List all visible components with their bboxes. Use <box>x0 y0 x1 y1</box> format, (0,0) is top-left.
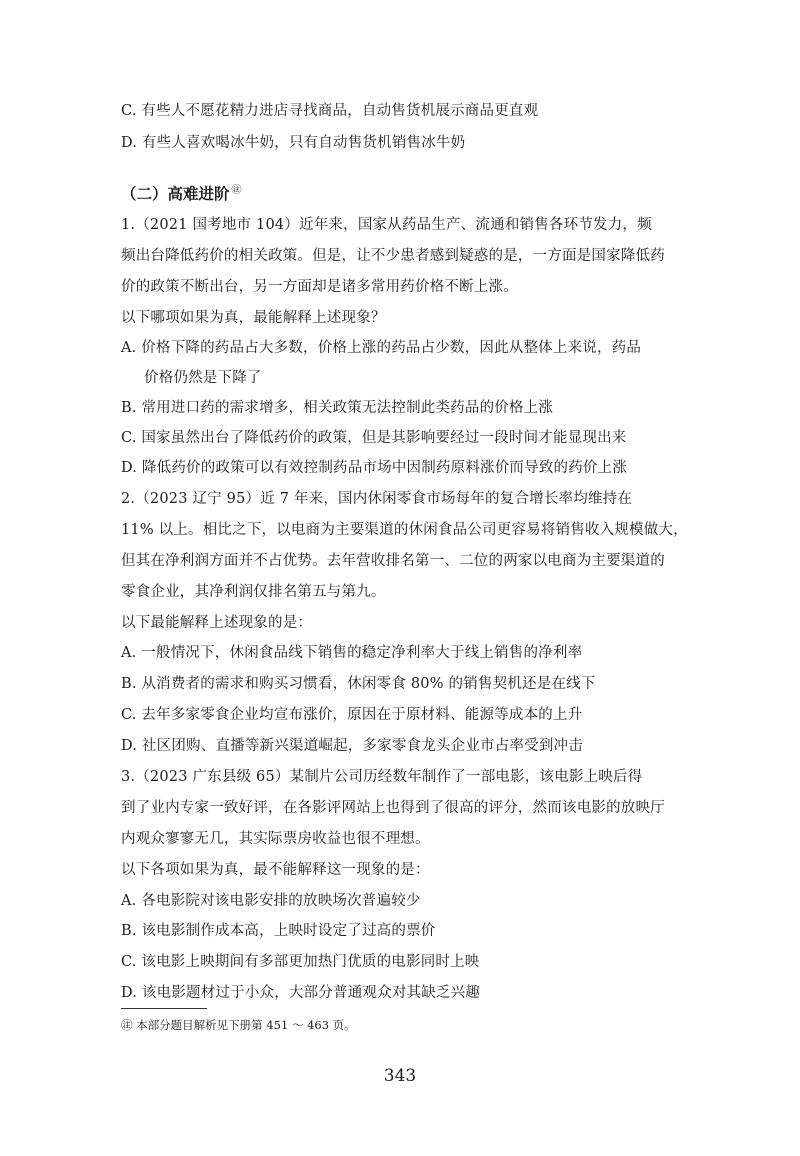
q2-stem-line: 但其在净利润方面并不占优势。去年营收排名第一、二位的两家以电商为主要渠道的 <box>121 553 665 569</box>
q1-stem-line: 价的政策不断出台，另一方面却是诸多常用药价格不断上涨。 <box>121 279 518 295</box>
page-number: 343 <box>383 1066 417 1086</box>
q1-prompt: 以下哪项如果为真，最能解释上述现象？ <box>121 310 386 326</box>
q3-prompt: 以下各项如果为真，最不能解释这一现象的是： <box>121 862 430 878</box>
q2-option-c: C. 去年多家零食企业均宣布涨价，原因在于原材料、能源等成本的上升 <box>121 707 583 723</box>
q1-option-d: D. 降低药价的政策可以有效控制药品市场中因制药原料涨价而导致的药价上涨 <box>121 460 628 476</box>
q3-option-b: B. 该电影制作成本高，上映时设定了过高的票价 <box>121 923 436 939</box>
q3-stem-line: 到了业内专家一致好评，在各影评网站上也得到了很高的评分，然而该电影的放映厅 <box>121 800 665 816</box>
option-c-prev: C. 有些人不愿花精力进店寻找商品，自动售货机展示商品更直观 <box>121 103 539 119</box>
q1-option-b: B. 常用进口药的需求增多，相关政策无法控制此类药品的价格上涨 <box>121 400 554 416</box>
q2-stem-line: 零食企业，其净利润仅排名第五与第九。 <box>121 584 386 600</box>
section-title-text: （二）高难进阶 <box>121 185 230 204</box>
q2-option-b: B. 从消费者的需求和购买习惯看，休闲零食 80% 的销售契机还是在线下 <box>121 676 596 692</box>
q2-stem-line: 11% 以上。相比之下，以电商为主要渠道的休闲食品公司更容易将销售收入规模做大， <box>121 522 688 538</box>
q3-stem-line: 3.（2023 广东县级 65）某制片公司历经数年制作了一部电影，该电影上映后得 <box>121 769 643 785</box>
q3-stem-line: 内观众寥寥无几，其实际票房收益也很不理想。 <box>121 831 430 847</box>
option-d-prev: D. 有些人喜欢喝冰牛奶，只有自动售货机销售冰牛奶 <box>121 135 466 151</box>
q1-option-a-cont: 价格仍然是下降了 <box>144 370 262 386</box>
q1-stem-line: 1.（2021 国考地市 104）近年来，国家从药品生产、流通和销售各环节发力，频 <box>121 217 652 233</box>
q1-option-c: C. 国家虽然出台了降低药价的政策，但是其影响要经过一段时间才能显现出来 <box>121 430 627 446</box>
q2-option-a: A. 一般情况下，休闲食品线下销售的稳定净利率大于线上销售的净利率 <box>121 645 583 661</box>
q1-option-a: A. 价格下降的药品占大多数，价格上涨的药品占少数，因此从整体上来说，药品 <box>121 340 642 356</box>
q2-stem-line: 2.（2023 辽宁 95）近 7 年来，国内休闲零食市场每年的复合增长率均维持在 <box>121 491 633 507</box>
section-title <box>121 180 242 205</box>
q3-option-d: D. 该电影题材过于小众，大部分普通观众对其缺乏兴趣 <box>121 985 481 1001</box>
q2-option-d: D. 社区团购、直播等新兴渠道崛起，多家零食龙头企业市占率受到冲击 <box>121 738 583 754</box>
q1-stem-line: 频出台降低药价的相关政策。但是，让不少患者感到疑惑的是，一方面是国家降低药 <box>121 248 665 264</box>
q3-option-c: C. 该电影上映期间有多部更加热门优质的电影同时上映 <box>121 954 480 970</box>
footnote-rule <box>121 1008 207 1009</box>
footnote-mark: ㊟ <box>231 185 242 196</box>
q2-prompt: 以下最能解释上述现象的是： <box>121 615 313 631</box>
q3-option-a: A. 各电影院对该电影安排的放映场次普遍较少 <box>121 893 421 909</box>
footnote: ㊟ 本部分题目解析见下册第 451 ～ 463 页。 <box>121 1018 356 1032</box>
